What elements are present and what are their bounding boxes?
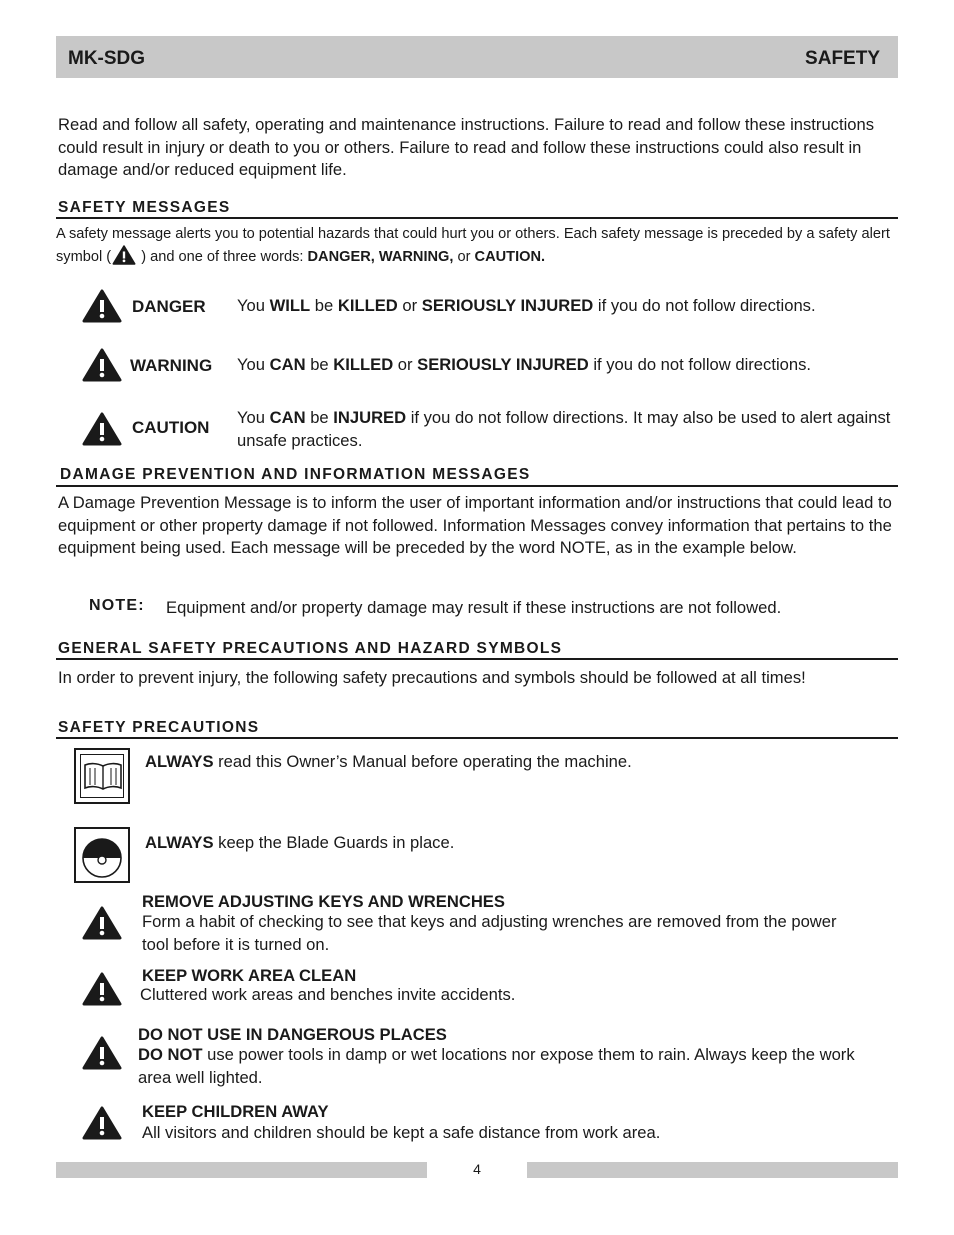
general-safety-heading: GENERAL SAFETY PRECAUTIONS AND HAZARD SYMBOLS	[58, 640, 563, 657]
model-name: MK-SDG	[68, 48, 146, 69]
warning-label: WARNING	[130, 356, 213, 375]
safety-messages-intro: A safety message alerts you to potential hazards that could hurt you or others. Each safety message is preceded by a safety alert symbol ( ) and one of three words: DANGER, WARNING, or CAUTION.	[56, 226, 890, 265]
dangerous-places-body: DO NOT use power tools in damp or wet locations nor expose them to rain. Always keep the work area well lighted.	[138, 1045, 855, 1087]
section-rule	[56, 217, 898, 219]
footer-bar-right	[527, 1162, 898, 1178]
general-safety-body: In order to prevent injury, the following safety precautions and symbols should be followed at all times!	[58, 668, 806, 687]
blade-guard-icon	[79, 832, 125, 878]
safety-precautions-heading: SAFETY PRECAUTIONS	[58, 719, 260, 736]
danger-label: DANGER	[132, 297, 206, 316]
remove-keys-body: Form a habit of checking to see that keys and adjusting wrenches are removed from the power tool before it is turned on.	[142, 912, 837, 954]
work-area-warning-icon	[82, 972, 122, 1006]
read-manual-text: ALWAYS read this Owner’s Manual before operating the machine.	[145, 752, 632, 771]
blade-guard-symbol	[74, 827, 130, 883]
section-rule	[56, 658, 898, 660]
warning-icon	[82, 348, 122, 382]
note-label: NOTE:	[89, 597, 145, 614]
open-book-icon	[82, 760, 124, 792]
safety-messages-heading: SAFETY MESSAGES	[58, 199, 231, 216]
remove-keys-heading: REMOVE ADJUSTING KEYS AND WRENCHES	[142, 892, 505, 911]
caution-label: CAUTION	[132, 418, 210, 437]
read-manual-symbol	[74, 748, 130, 804]
safety-alert-icon	[111, 245, 137, 265]
footer-bar-left	[56, 1162, 427, 1178]
danger-description: You WILL be KILLED or SERIOUSLY INJURED if you do not follow directions.	[237, 296, 816, 315]
page-number: 4	[473, 1161, 481, 1177]
work-area-heading: KEEP WORK AREA CLEAN	[142, 966, 357, 985]
caution-description: You CAN be INJURED if you do not follow directions. It may also be used to alert against unsafe practices.	[237, 408, 891, 450]
header-bar	[56, 36, 898, 78]
caution-icon	[82, 412, 122, 446]
warning-description: You CAN be KILLED or SERIOUSLY INJURED if you do not follow directions.	[237, 355, 811, 374]
section-title: SAFETY	[805, 48, 880, 69]
note-text: Equipment and/or property damage may result if these instructions are not followed.	[166, 598, 782, 617]
section-rule	[56, 737, 898, 739]
intro-paragraph: Read and follow all safety, operating and maintenance instructions. Failure to read and follow these instructions could result in injury or death to you or others. Failure to read and follow these instructions could also result in damage and/or reduced equipment life.	[58, 115, 875, 179]
remove-keys-warning-icon	[82, 906, 122, 940]
children-warning-icon	[82, 1106, 122, 1140]
work-area-body: Cluttered work areas and benches invite accidents.	[140, 985, 516, 1004]
dangerous-places-heading: DO NOT USE IN DANGEROUS PLACES	[138, 1025, 447, 1044]
damage-prevention-heading: DAMAGE PREVENTION AND INFORMATION MESSAGES	[60, 466, 531, 483]
children-heading: KEEP CHILDREN AWAY	[142, 1102, 329, 1121]
blade-guard-text: ALWAYS keep the Blade Guards in place.	[145, 833, 455, 852]
danger-warning-icon	[82, 289, 122, 323]
dangerous-places-warning-icon	[82, 1036, 122, 1070]
section-rule	[56, 485, 898, 487]
damage-prevention-body: A Damage Prevention Message is to inform the user of important information and/or instructions that could lead to equipment or other property damage if not followed. Information Messages convey information that pertains to the equipment being used. Each message will be preceded by the word NOTE, as in the example below.	[58, 493, 892, 557]
children-body: All visitors and children should be kept a safe distance from work area.	[142, 1123, 661, 1142]
